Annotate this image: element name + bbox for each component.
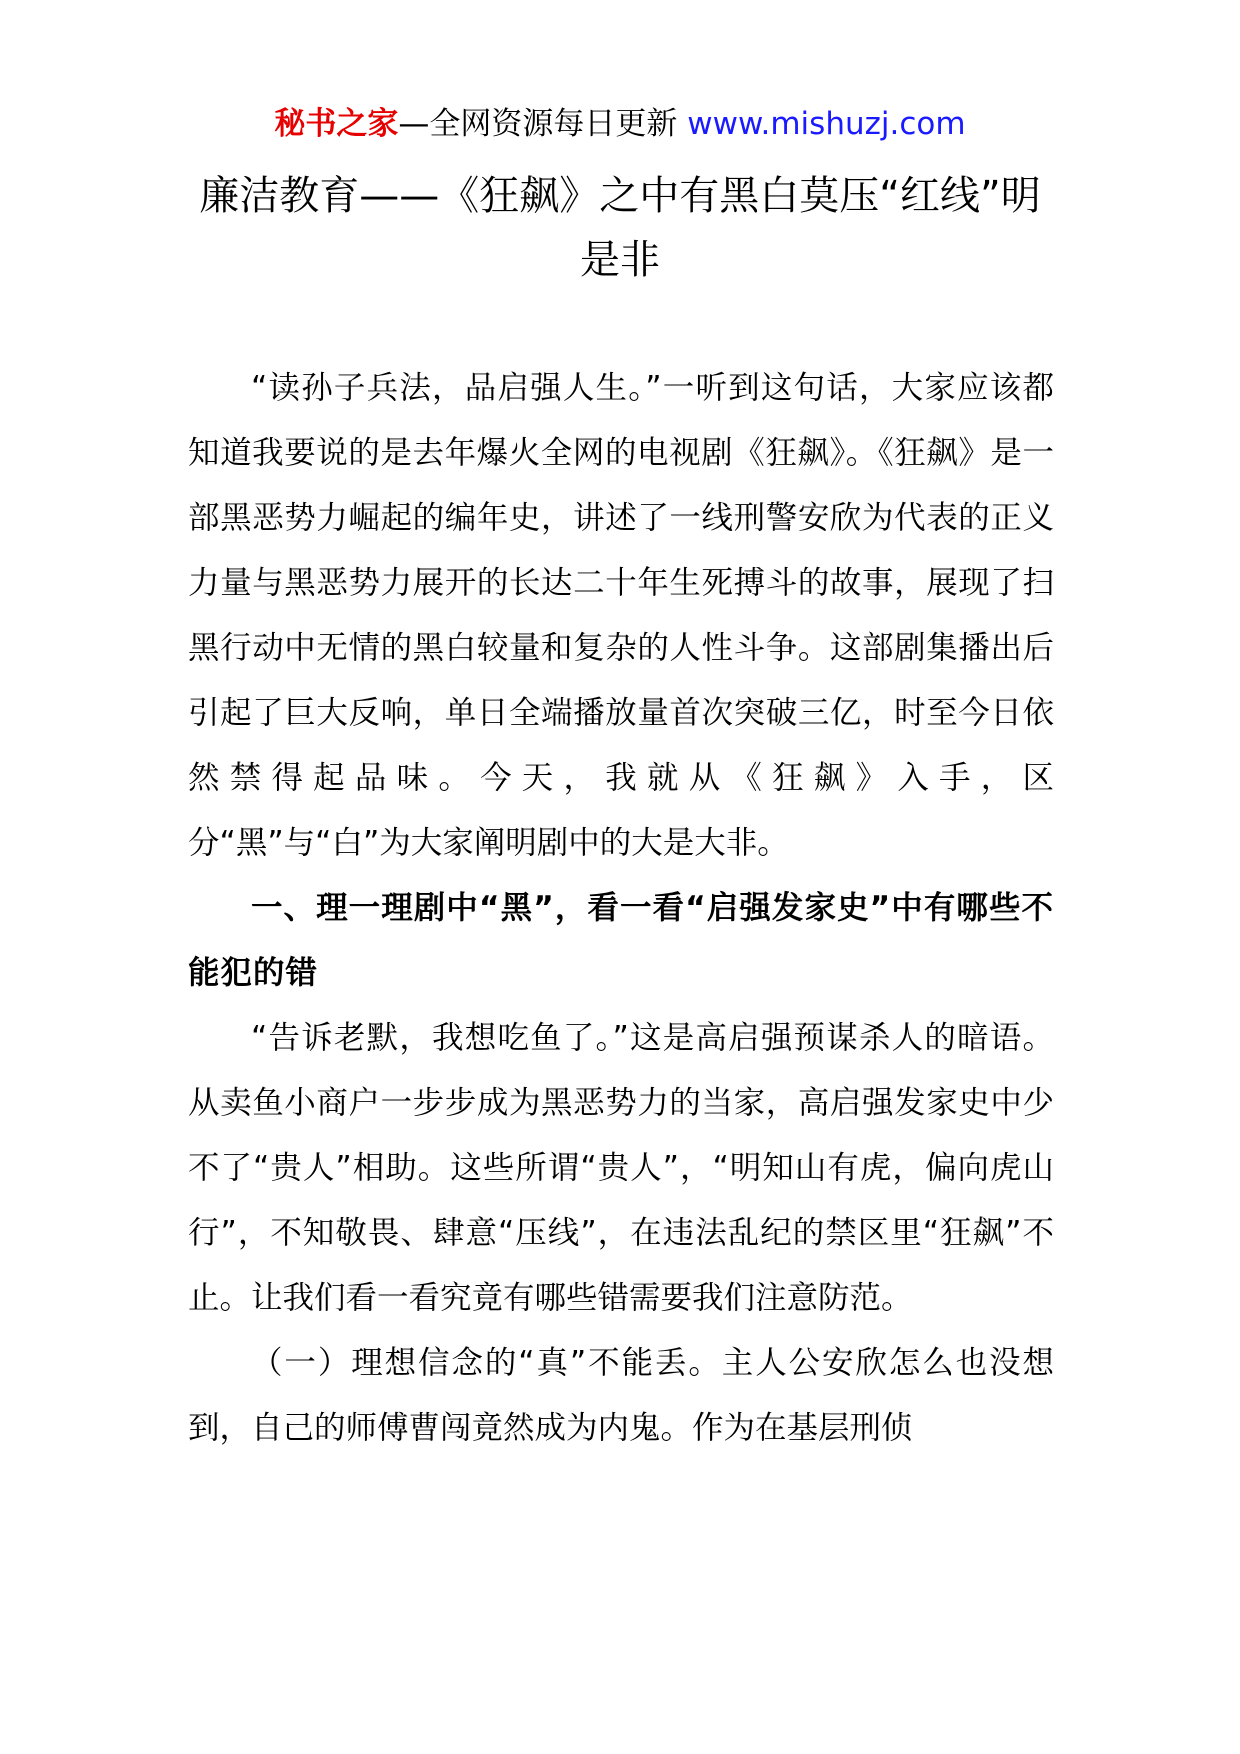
site-brand: 秘书之家 <box>274 106 399 142</box>
site-url-link[interactable]: www.mishuzj.com <box>687 106 966 142</box>
document-title: 廉洁教育——《狂飙》之中有黑白莫压“红线”明是非 <box>199 173 1041 283</box>
paragraph-subsection-1: （一）理想信念的“真”不能丢。主人公安欣怎么也没想到，自己的师傅曹闯竟然成为内鬼。作为在基层刑侦 <box>188 1345 1054 1446</box>
paragraph-section-1: “告诉老默，我想吃鱼了。”这是高启强预谋杀人的暗语。从卖鱼小商户一步步成为黑恶势力的当家，高启强发家史中少不了“贵人”相助。这些所谓“贵人”，“明知山有虎，偏向虎山行”，不知敬畏、肆意“压线”，在违法乱纪的禁区里“狂飙”不止。让我们看一看究竟有哪些错需要我们注意防范。 <box>188 1020 1054 1316</box>
site-tagline: —全网资源每日更新 <box>398 106 688 142</box>
site-header <box>0 104 1240 144</box>
section-heading-1: 一、理一理剧中“黑”，看一看“启强发家史”中有哪些不能犯的错 <box>188 890 1054 991</box>
document-body <box>188 356 1054 1461</box>
paragraph-intro: “读孙子兵法，品启强人生。”一听到这句话，大家应该都知道我要说的是去年爆火全网的电视剧《狂飙》。《狂飙》是一部黑恶势力崛起的编年史，讲述了一线刑警安欣为代表的正义力量与黑恶势力展开的长达二十年生死搏斗的故事，展现了扫黑行动中无情的黑白较量和复杂的人性斗争。这部剧集播出后引起了巨大反响，单日全端播放量首次突破三亿，时至今日依然禁得起品味。今天，我就从《狂飙》入手，区分“黑”与“白”为大家阐明剧中的大是大非。 <box>188 370 1054 861</box>
